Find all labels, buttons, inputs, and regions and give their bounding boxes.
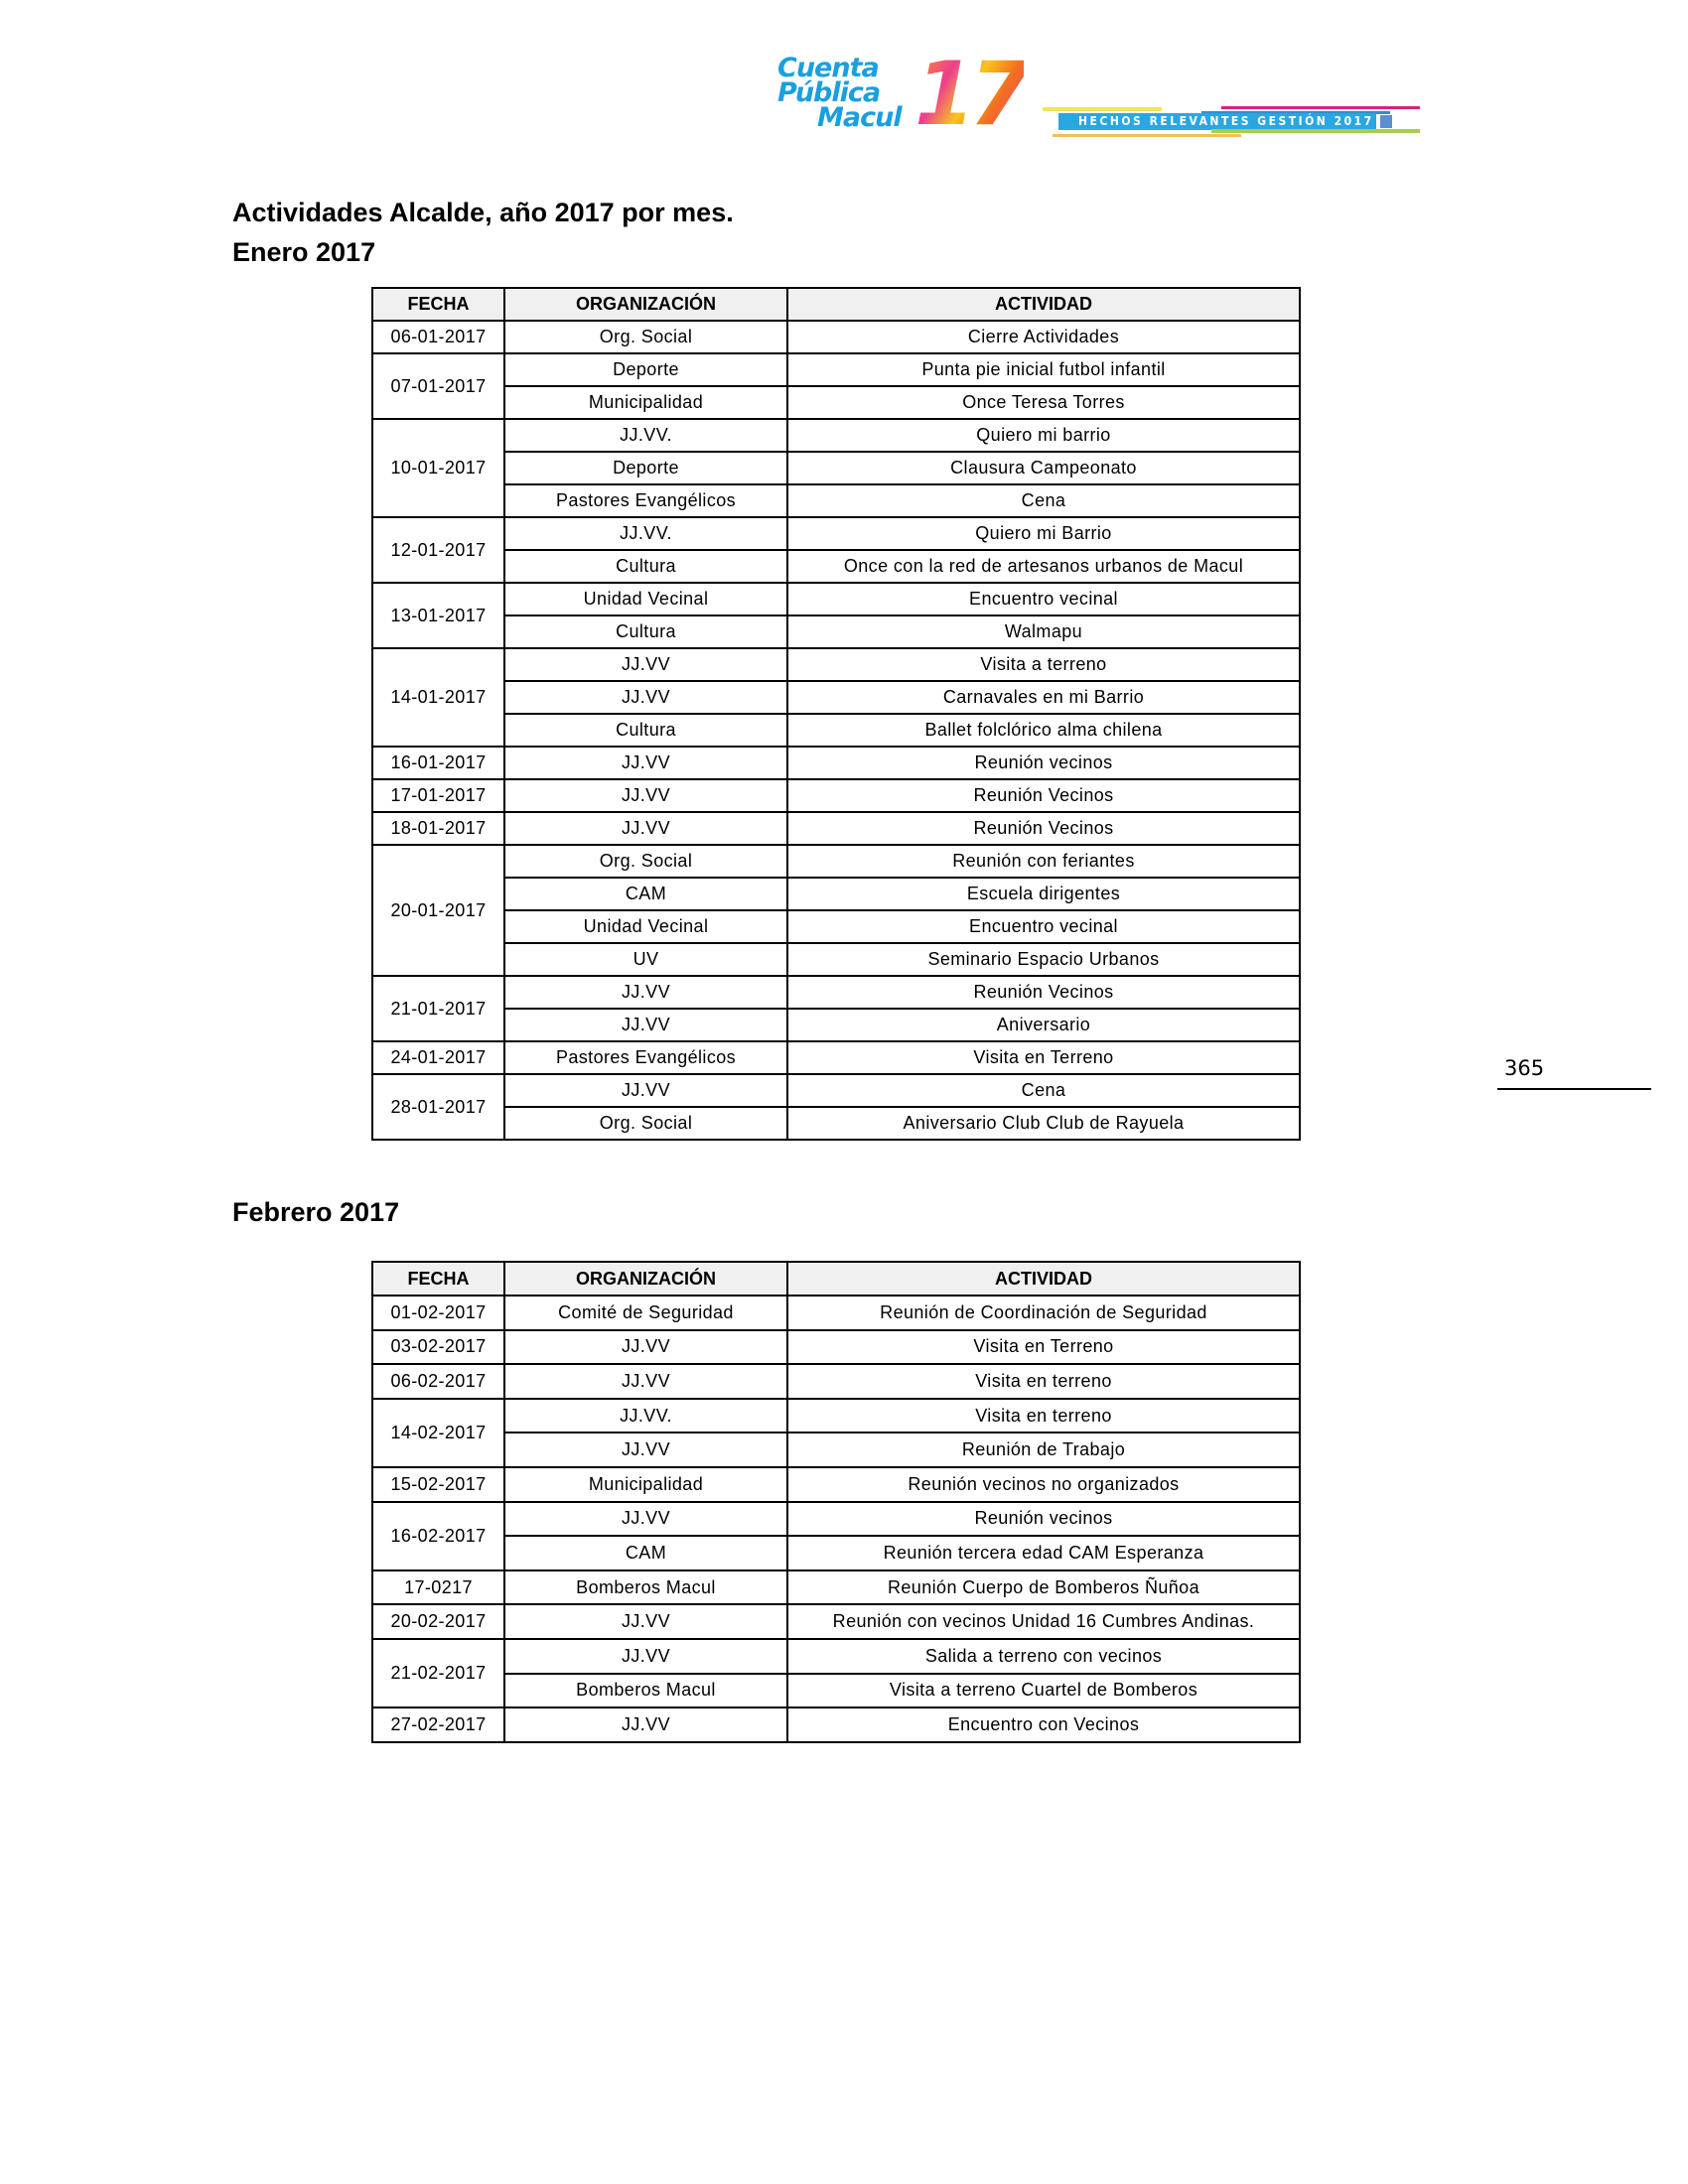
fecha-cell: 18-01-2017 — [372, 812, 504, 845]
table-row — [372, 845, 1300, 878]
fecha-cell: 06-02-2017 — [372, 1364, 504, 1399]
table-row — [372, 681, 1300, 714]
table-row — [372, 353, 1300, 386]
month-heading-enero: Enero 2017 — [232, 237, 376, 267]
table-row — [372, 714, 1300, 747]
table-row — [372, 386, 1300, 419]
actividad-cell: Reunión de Trabajo — [787, 1433, 1300, 1467]
fecha-cell: 17-01-2017 — [372, 779, 504, 812]
fecha-cell: 15-02-2017 — [372, 1467, 504, 1502]
organizacion-cell: Deporte — [504, 452, 787, 484]
organizacion-cell: Org. Social — [504, 1107, 787, 1140]
table-row — [372, 943, 1300, 976]
organizacion-cell: JJ.VV — [504, 1502, 787, 1537]
page-title: Actividades Alcalde, año 2017 por mes. — [232, 198, 734, 227]
organizacion-cell: Cultura — [504, 615, 787, 648]
table-row — [372, 1639, 1300, 1674]
table-row — [372, 583, 1300, 615]
actividad-cell: Salida a terreno con vecinos — [787, 1639, 1300, 1674]
table-row — [372, 1330, 1300, 1365]
month-heading-febrero: Febrero 2017 — [232, 1197, 400, 1227]
organizacion-cell: Bomberos Macul — [504, 1674, 787, 1708]
table-header-row — [372, 1262, 1300, 1296]
actividad-cell: Seminario Espacio Urbanos — [787, 943, 1300, 976]
actividad-cell: Reunión tercera edad CAM Esperanza — [787, 1536, 1300, 1570]
table-row — [372, 1433, 1300, 1467]
actividad-cell: Reunión con feriantes — [787, 845, 1300, 878]
organizacion-cell: Comité de Seguridad — [504, 1296, 787, 1330]
table-row — [372, 517, 1300, 550]
organizacion-cell: CAM — [504, 1536, 787, 1570]
fecha-cell: 06-01-2017 — [372, 321, 504, 353]
fecha-cell: 17-0217 — [372, 1570, 504, 1605]
table-row — [372, 1009, 1300, 1041]
actividad-cell: Reunión vecinos — [787, 747, 1300, 779]
table-row — [372, 1296, 1300, 1330]
logo-year: 17 — [914, 43, 1025, 145]
organizacion-cell: Cultura — [504, 550, 787, 583]
organizacion-cell: JJ.VV — [504, 648, 787, 681]
organizacion-cell: Deporte — [504, 353, 787, 386]
table-row — [372, 1707, 1300, 1742]
column-header-organizacion: ORGANIZACIÓN — [504, 288, 787, 321]
table-row — [372, 747, 1300, 779]
table-row — [372, 1536, 1300, 1570]
actividad-cell: Reunión Vecinos — [787, 812, 1300, 845]
activities-table-enero — [371, 287, 1301, 1141]
organizacion-cell: Municipalidad — [504, 386, 787, 419]
table-row — [372, 550, 1300, 583]
table-row — [372, 1399, 1300, 1433]
actividad-cell: Quiero mi barrio — [787, 419, 1300, 452]
fecha-cell: 16-01-2017 — [372, 747, 504, 779]
column-header-fecha: FECHA — [372, 1262, 504, 1296]
table-row — [372, 1674, 1300, 1708]
organizacion-cell: JJ.VV — [504, 976, 787, 1009]
actividad-cell: Visita en terreno — [787, 1399, 1300, 1433]
actividad-cell: Visita a terreno — [787, 648, 1300, 681]
table-row — [372, 1364, 1300, 1399]
table-row — [372, 910, 1300, 943]
actividad-cell: Visita en terreno — [787, 1364, 1300, 1399]
actividad-cell: Reunión Vecinos — [787, 779, 1300, 812]
table-row — [372, 976, 1300, 1009]
fecha-cell: 21-02-2017 — [372, 1639, 504, 1707]
actividad-cell: Carnavales en mi Barrio — [787, 681, 1300, 714]
organizacion-cell: JJ.VV — [504, 779, 787, 812]
organizacion-cell: JJ.VV — [504, 747, 787, 779]
page-number-rule — [1497, 1088, 1651, 1090]
table-row — [372, 812, 1300, 845]
organizacion-cell: Pastores Evangélicos — [504, 1041, 787, 1074]
table-row — [372, 419, 1300, 452]
fecha-cell: 14-02-2017 — [372, 1399, 504, 1467]
actividad-cell: Encuentro vecinal — [787, 910, 1300, 943]
actividad-cell: Aniversario — [787, 1009, 1300, 1041]
fecha-cell: 07-01-2017 — [372, 353, 504, 419]
actividad-cell: Quiero mi Barrio — [787, 517, 1300, 550]
table-row — [372, 648, 1300, 681]
organizacion-cell: Pastores Evangélicos — [504, 484, 787, 517]
page-number: 365 — [1504, 1056, 1545, 1080]
table-row — [372, 1041, 1300, 1074]
fecha-cell: 12-01-2017 — [372, 517, 504, 583]
actividad-cell: Cierre Actividades — [787, 321, 1300, 353]
organizacion-cell: JJ.VV — [504, 1330, 787, 1365]
table-row — [372, 1467, 1300, 1502]
column-header-actividad: ACTIVIDAD — [787, 1262, 1300, 1296]
logo-line: Pública — [777, 77, 881, 108]
table-row — [372, 878, 1300, 910]
table-row — [372, 1570, 1300, 1605]
organizacion-cell: JJ.VV. — [504, 419, 787, 452]
organizacion-cell: Org. Social — [504, 321, 787, 353]
organizacion-cell: Bomberos Macul — [504, 1570, 787, 1605]
actividad-cell: Reunión vecinos — [787, 1502, 1300, 1537]
column-header-actividad: ACTIVIDAD — [787, 288, 1300, 321]
organizacion-cell: JJ.VV — [504, 1707, 787, 1742]
organizacion-cell: JJ.VV — [504, 681, 787, 714]
organizacion-cell: JJ.VV — [504, 812, 787, 845]
actividad-cell: Reunión de Coordinación de Seguridad — [787, 1296, 1300, 1330]
actividad-cell: Ballet folclórico alma chilena — [787, 714, 1300, 747]
table-row — [372, 779, 1300, 812]
organizacion-cell: Cultura — [504, 714, 787, 747]
actividad-cell: Once con la red de artesanos urbanos de Macul — [787, 550, 1300, 583]
organizacion-cell: JJ.VV — [504, 1433, 787, 1467]
actividad-cell: Once Teresa Torres — [787, 386, 1300, 419]
organizacion-cell: JJ.VV — [504, 1364, 787, 1399]
logo-line: Cuenta — [777, 53, 879, 83]
actividad-cell: Encuentro con Vecinos — [787, 1707, 1300, 1742]
fecha-cell: 20-01-2017 — [372, 845, 504, 976]
table-row — [372, 1074, 1300, 1107]
fecha-cell: 21-01-2017 — [372, 976, 504, 1041]
fecha-cell: 10-01-2017 — [372, 419, 504, 517]
table-row — [372, 1502, 1300, 1537]
organizacion-cell: JJ.VV. — [504, 1399, 787, 1433]
organizacion-cell: Municipalidad — [504, 1467, 787, 1502]
table-row — [372, 484, 1300, 517]
header-banner — [1043, 103, 1425, 143]
organizacion-cell: JJ.VV — [504, 1639, 787, 1674]
fecha-cell: 16-02-2017 — [372, 1502, 504, 1570]
actividad-cell: Cena — [787, 484, 1300, 517]
fecha-cell: 14-01-2017 — [372, 648, 504, 747]
organizacion-cell: JJ.VV — [504, 1009, 787, 1041]
fecha-cell: 03-02-2017 — [372, 1330, 504, 1365]
column-header-fecha: FECHA — [372, 288, 504, 321]
table-row — [372, 452, 1300, 484]
fecha-cell: 27-02-2017 — [372, 1707, 504, 1742]
organizacion-cell: CAM — [504, 878, 787, 910]
organizacion-cell: Unidad Vecinal — [504, 910, 787, 943]
actividad-cell: Walmapu — [787, 615, 1300, 648]
actividad-cell: Reunión Cuerpo de Bomberos Ñuñoa — [787, 1570, 1300, 1605]
cuenta-publica-logo — [777, 43, 1026, 145]
table-row — [372, 1107, 1300, 1140]
organizacion-cell: JJ.VV — [504, 1604, 787, 1639]
actividad-cell: Encuentro vecinal — [787, 583, 1300, 615]
actividad-cell: Visita en Terreno — [787, 1330, 1300, 1365]
activities-table-febrero — [371, 1261, 1301, 1743]
table-row — [372, 615, 1300, 648]
logo-line: Macul — [817, 102, 902, 133]
actividad-cell: Reunión vecinos no organizados — [787, 1467, 1300, 1502]
organizacion-cell: Org. Social — [504, 845, 787, 878]
table-row — [372, 1604, 1300, 1639]
fecha-cell: 13-01-2017 — [372, 583, 504, 648]
banner-text: HECHOS RELEVANTES GESTIÓN 2017 — [1058, 113, 1376, 130]
column-header-organizacion: ORGANIZACIÓN — [504, 1262, 787, 1296]
actividad-cell: Visita a terreno Cuartel de Bomberos — [787, 1674, 1300, 1708]
fecha-cell: 01-02-2017 — [372, 1296, 504, 1330]
actividad-cell: Reunión Vecinos — [787, 976, 1300, 1009]
table-header-row — [372, 288, 1300, 321]
organizacion-cell: Unidad Vecinal — [504, 583, 787, 615]
organizacion-cell: UV — [504, 943, 787, 976]
actividad-cell: Reunión con vecinos Unidad 16 Cumbres Andinas. — [787, 1604, 1300, 1639]
actividad-cell: Aniversario Club Club de Rayuela — [787, 1107, 1300, 1140]
table-row — [372, 321, 1300, 353]
organizacion-cell: JJ.VV — [504, 1074, 787, 1107]
actividad-cell: Escuela dirigentes — [787, 878, 1300, 910]
actividad-cell: Visita en Terreno — [787, 1041, 1300, 1074]
actividad-cell: Cena — [787, 1074, 1300, 1107]
fecha-cell: 24-01-2017 — [372, 1041, 504, 1074]
organizacion-cell: JJ.VV. — [504, 517, 787, 550]
fecha-cell: 20-02-2017 — [372, 1604, 504, 1639]
fecha-cell: 28-01-2017 — [372, 1074, 504, 1140]
actividad-cell: Punta pie inicial futbol infantil — [787, 353, 1300, 386]
actividad-cell: Clausura Campeonato — [787, 452, 1300, 484]
logo-wordmark — [777, 53, 902, 133]
